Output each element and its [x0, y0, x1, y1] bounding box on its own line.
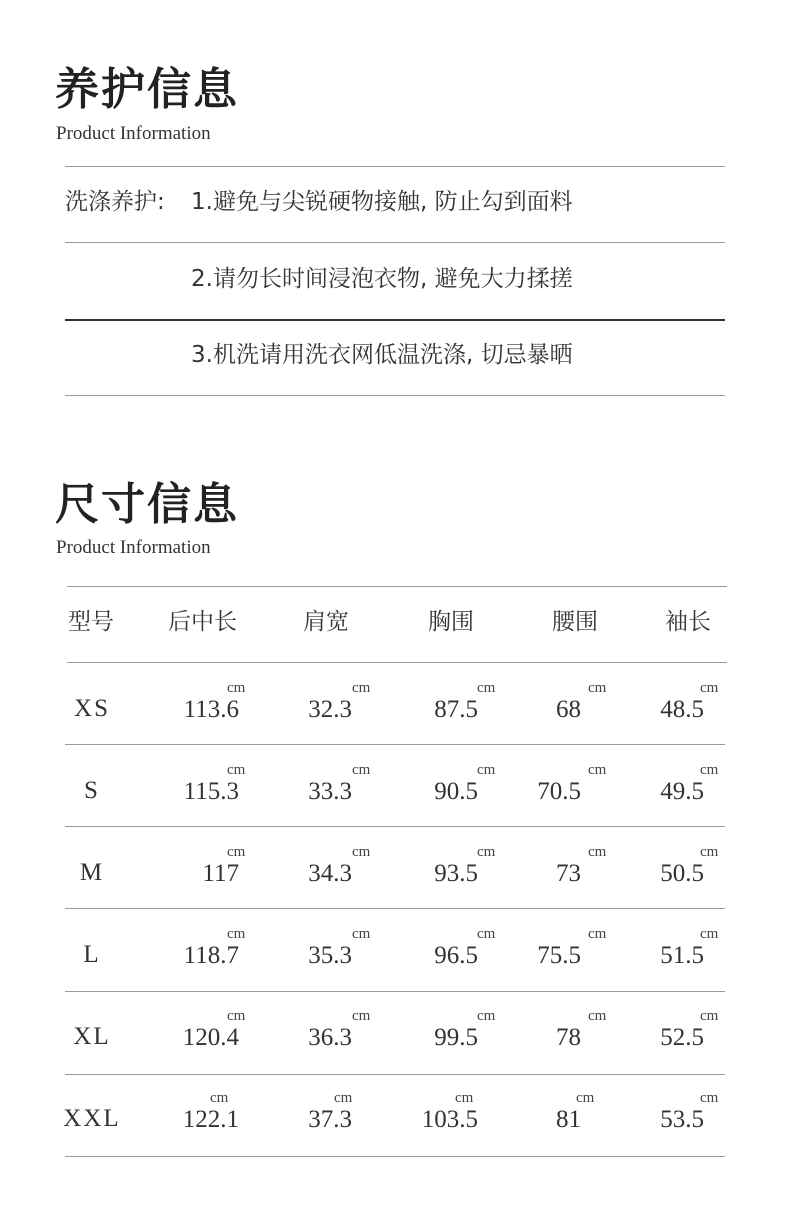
size-cell: M [79, 859, 105, 886]
shoulder-value: 34.3 [308, 860, 352, 887]
header-sleeve: 袖长 [665, 609, 711, 635]
unit-label: cm [227, 680, 246, 696]
header-bust: 胸围 [428, 609, 474, 635]
unit-label: cm [227, 844, 246, 860]
size-cell: XXL [63, 1105, 121, 1132]
unit-label: cm [588, 1008, 607, 1024]
row-divider [65, 1074, 725, 1075]
unit-label: cm [700, 680, 719, 696]
bust-value: 103.5 [421, 1106, 478, 1133]
row-divider [65, 1156, 725, 1157]
size-section-title: 尺寸信息 [55, 479, 239, 530]
care-section-subtitle: Product Information [56, 123, 211, 144]
divider [65, 242, 725, 243]
unit-label: cm [700, 1008, 719, 1024]
care-item: 1.避免与尖锐硬物接触, 防止勾到面料 [191, 189, 573, 215]
size-section-subtitle: Product Information [56, 537, 211, 558]
shoulder-value: 33.3 [308, 778, 352, 805]
care-item: 2.请勿长时间浸泡衣物, 避免大力揉搓 [191, 266, 573, 292]
waist-value: 73 [556, 860, 581, 887]
unit-label: cm [477, 1008, 496, 1024]
unit-label: cm [700, 926, 719, 942]
table-top-border [67, 586, 727, 587]
back-length-value: 122.1 [182, 1106, 239, 1133]
divider [65, 395, 725, 396]
back-length-value: 120.4 [182, 1024, 239, 1051]
sleeve-value: 49.5 [660, 778, 704, 805]
divider [65, 319, 725, 321]
sleeve-value: 51.5 [660, 942, 704, 969]
unit-label: cm [352, 926, 371, 942]
size-cell: XS [74, 695, 110, 722]
header-size: 型号 [68, 609, 114, 635]
waist-value: 68 [556, 696, 581, 723]
row-divider [65, 991, 725, 992]
shoulder-value: 36.3 [308, 1024, 352, 1051]
care-section-title: 养护信息 [55, 64, 239, 115]
size-cell: XL [73, 1023, 111, 1050]
sleeve-value: 50.5 [660, 860, 704, 887]
back-length-value: 117 [202, 860, 239, 887]
waist-value: 78 [556, 1024, 581, 1051]
header-waist: 腰围 [552, 609, 598, 635]
divider [65, 166, 725, 167]
size-cell: S [84, 777, 100, 804]
bust-value: 90.5 [434, 778, 478, 805]
unit-label: cm [588, 762, 607, 778]
unit-label: cm [700, 762, 719, 778]
unit-label: cm [455, 1090, 474, 1106]
unit-label: cm [227, 762, 246, 778]
unit-label: cm [700, 1090, 719, 1106]
unit-label: cm [352, 762, 371, 778]
unit-label: cm [352, 1008, 371, 1024]
size-cell: L [83, 941, 101, 968]
sleeve-value: 48.5 [660, 696, 704, 723]
bust-value: 96.5 [434, 942, 478, 969]
unit-label: cm [227, 926, 246, 942]
row-divider [65, 908, 725, 909]
unit-label: cm [352, 844, 371, 860]
unit-label: cm [588, 844, 607, 860]
back-length-value: 118.7 [183, 942, 239, 969]
row-divider [65, 744, 725, 745]
unit-label: cm [227, 1008, 246, 1024]
unit-label: cm [352, 680, 371, 696]
bust-value: 93.5 [434, 860, 478, 887]
care-item: 3.机洗请用洗衣网低温洗涤, 切忌暴晒 [191, 342, 573, 368]
bust-value: 87.5 [434, 696, 478, 723]
unit-label: cm [588, 926, 607, 942]
bust-value: 99.5 [434, 1024, 478, 1051]
shoulder-value: 37.3 [308, 1106, 352, 1133]
waist-value: 75.5 [537, 942, 581, 969]
shoulder-value: 35.3 [308, 942, 352, 969]
unit-label: cm [477, 926, 496, 942]
back-length-value: 115.3 [183, 778, 239, 805]
header-back-length: 后中长 [168, 609, 237, 635]
shoulder-value: 32.3 [308, 696, 352, 723]
waist-value: 70.5 [537, 778, 581, 805]
table-header-divider [67, 662, 727, 663]
unit-label: cm [477, 844, 496, 860]
header-shoulder: 肩宽 [303, 609, 349, 635]
unit-label: cm [334, 1090, 353, 1106]
row-divider [65, 826, 725, 827]
sleeve-value: 53.5 [660, 1106, 704, 1133]
sleeve-value: 52.5 [660, 1024, 704, 1051]
unit-label: cm [588, 680, 607, 696]
care-label: 洗涤养护: [65, 189, 165, 215]
back-length-value: 113.6 [183, 696, 239, 723]
unit-label: cm [576, 1090, 595, 1106]
unit-label: cm [700, 844, 719, 860]
unit-label: cm [210, 1090, 229, 1106]
unit-label: cm [477, 762, 496, 778]
waist-value: 81 [556, 1106, 581, 1133]
unit-label: cm [477, 680, 496, 696]
